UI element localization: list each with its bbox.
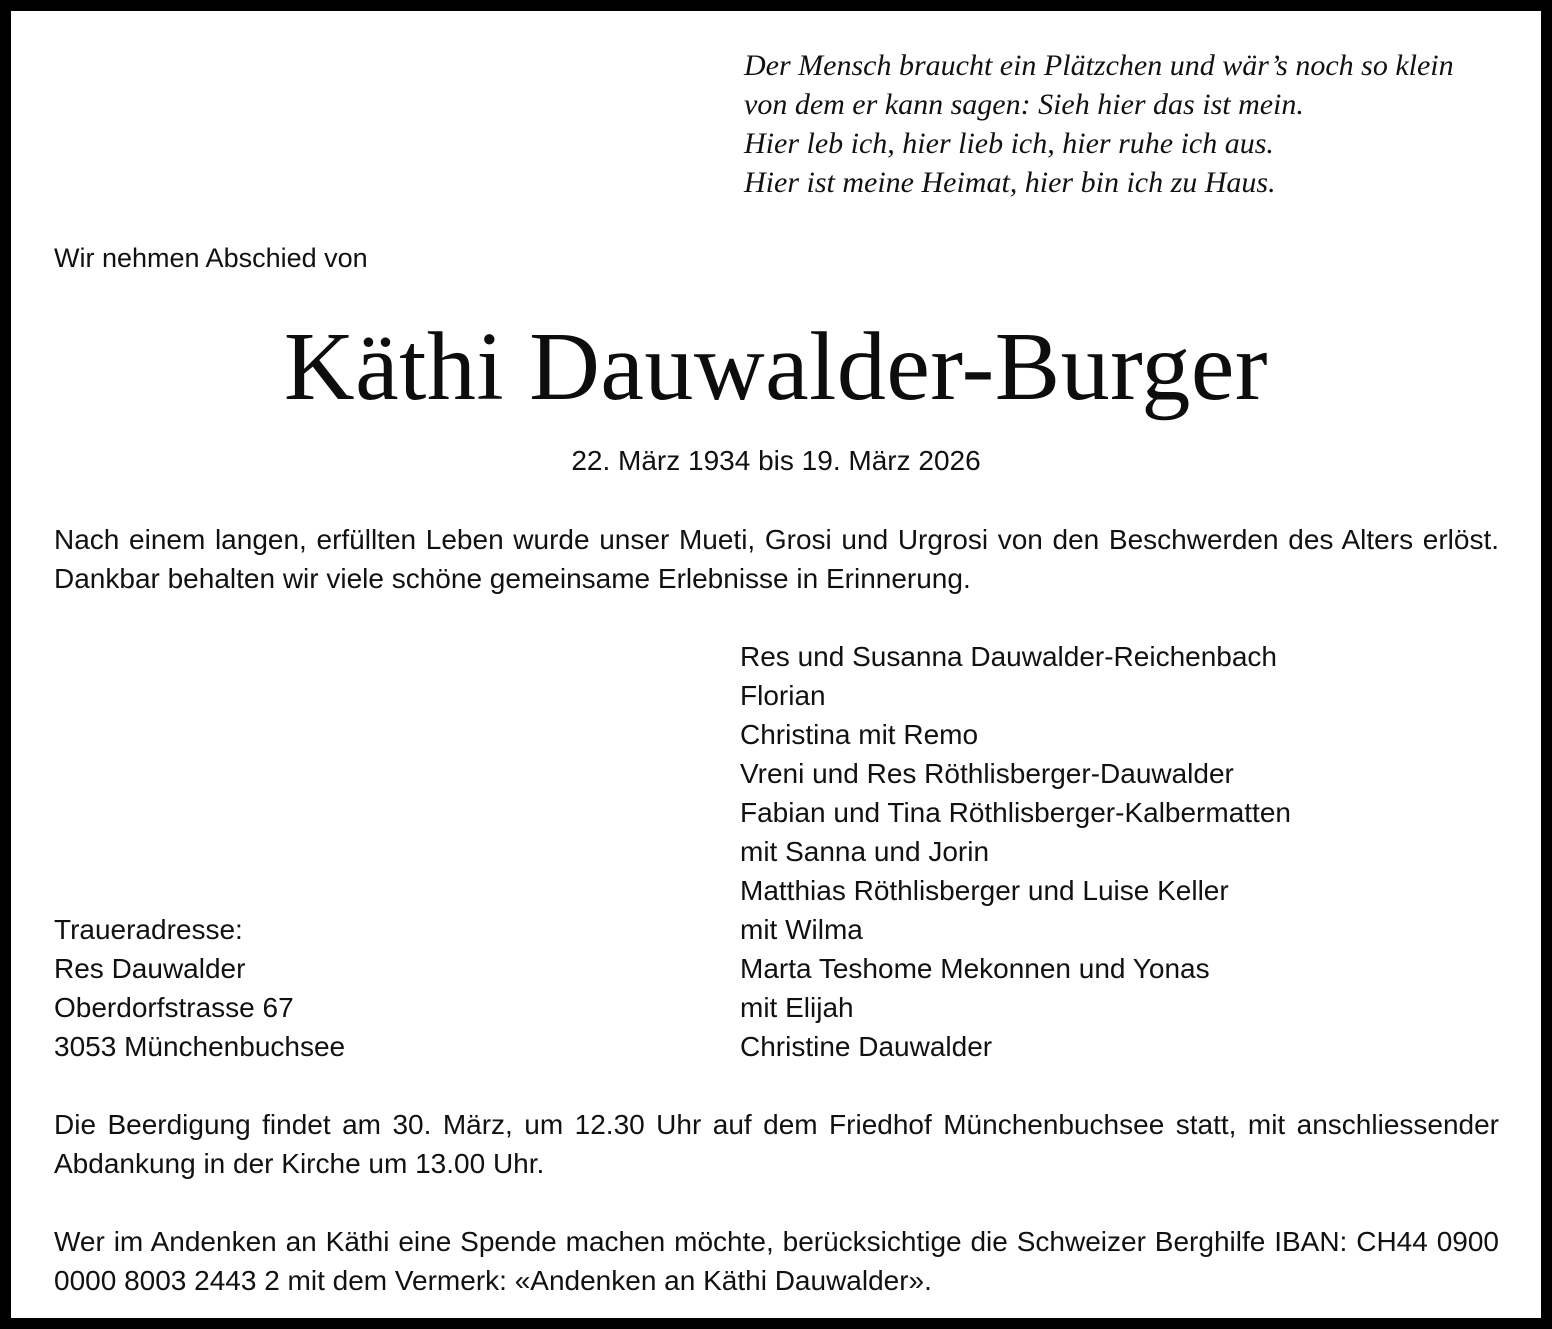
poem-line: Hier leb ich, hier lieb ich, hier ruhe ich aus. — [744, 127, 1274, 160]
deceased-name: Käthi Dauwalder-Burger — [283, 313, 1269, 421]
poem-line: von dem er kann sagen: Sieh hier das ist mein. — [744, 88, 1304, 121]
family-member: Florian — [740, 680, 826, 711]
address-line: Res Dauwalder — [54, 953, 246, 984]
funeral-paragraph: Die Beerdigung findet am 30. März, um 12.30 Uhr auf dem Friedhof Münchenbuchsee statt, mit anschliessender Abdankung in der Kirche um 13.00 Uhr. — [54, 1109, 1499, 1179]
family-member: Christine Dauwalder — [740, 1031, 993, 1062]
family-member: Matthias Röthlisberger und Luise Keller — [740, 875, 1229, 906]
farewell-intro: Wir nehmen Abschied von — [54, 243, 368, 273]
address-label: Traueradresse: — [54, 914, 243, 945]
address-line: 3053 Münchenbuchsee — [54, 1031, 346, 1062]
poem-line: Der Mensch braucht ein Plätzchen und wär’s noch so klein — [744, 49, 1454, 82]
address-line: Oberdorfstrasse 67 — [54, 992, 294, 1023]
mourning-address — [54, 910, 654, 1066]
family-member: Christina mit Remo — [740, 719, 979, 750]
family-member: mit Sanna und Jorin — [740, 836, 990, 867]
family-member: Vreni und Res Röthlisberger-Dauwalder — [740, 758, 1234, 789]
family-member: Fabian und Tina Röthlisberger-Kalbermatten — [740, 797, 1291, 828]
life-dates: 22. März 1934 bis 19. März 2026 — [571, 445, 981, 476]
donation-paragraph: Wer im Andenken an Käthi eine Spende machen möchte, berücksichtige die Schweizer Berghilfe IBAN: CH44 0900 0000 8003 2443 2 mit dem Vermerk: «Andenken an Käthi Dauwalder». — [54, 1226, 1499, 1296]
family-member: Res und Susanna Dauwalder-Reichenbach — [740, 641, 1278, 672]
family-member: Marta Teshome Mekonnen und Yonas — [740, 953, 1210, 984]
family-member: mit Wilma — [740, 914, 863, 945]
family-list — [740, 637, 1500, 1066]
family-member: mit Elijah — [740, 992, 854, 1023]
poem-quote — [744, 46, 1504, 202]
life-paragraph: Nach einem langen, erfüllten Leben wurde unser Mueti, Grosi und Urgrosi von den Beschwerden des Alters erlöst. Dankbar behalten wir viele schöne gemeinsame Erlebnisse in Erinnerung. — [54, 524, 1499, 594]
poem-line: Hier ist meine Heimat, hier bin ich zu Haus. — [744, 166, 1276, 199]
